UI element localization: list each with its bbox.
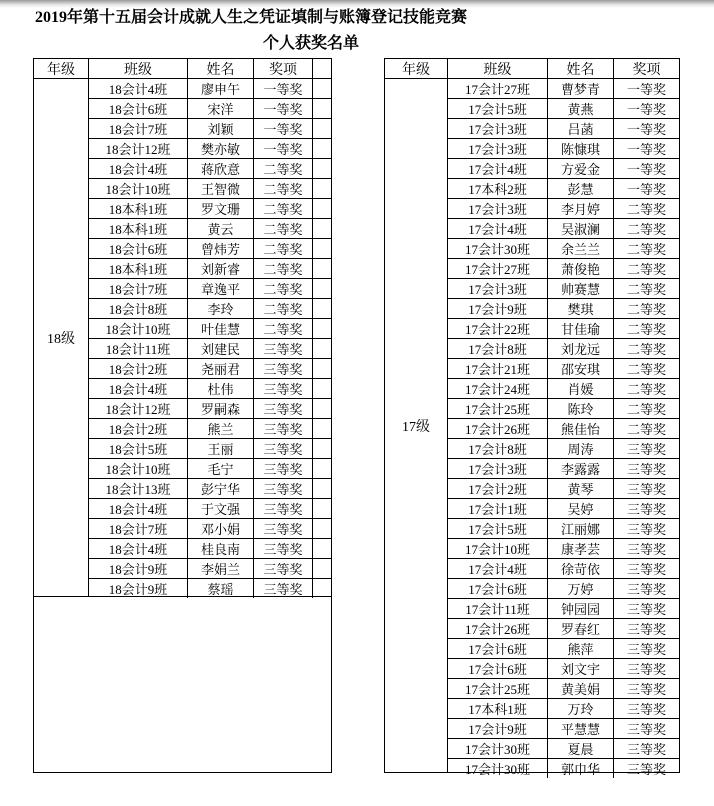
blank-cell: [313, 559, 331, 579]
class-cell: 17会计10班: [448, 539, 548, 559]
award-cell: 二等奖: [254, 219, 313, 239]
table-row: [89, 299, 331, 319]
name-cell: 李娟兰: [188, 559, 254, 579]
class-cell: 17本科1班: [448, 699, 548, 719]
class-cell: 18会计10班: [89, 459, 188, 479]
name-cell: 康孝芸: [548, 539, 614, 559]
class-cell: 17会计30班: [448, 739, 548, 759]
name-cell: 蔡瑶: [188, 579, 254, 598]
column-header-award: 奖项: [614, 59, 679, 79]
class-cell: 18会计2班: [89, 419, 188, 439]
name-cell: 毛宁: [188, 459, 254, 479]
table-row: [448, 219, 679, 239]
name-cell: 陈玲: [548, 399, 614, 419]
table-row: [89, 339, 331, 359]
class-cell: 17会计4班: [448, 219, 548, 239]
table-row: [448, 539, 679, 559]
award-cell: 二等奖: [254, 159, 313, 179]
award-cell: 三等奖: [254, 539, 313, 559]
table-row: [89, 139, 331, 159]
table-row: [448, 159, 679, 179]
blank-cell: [313, 359, 331, 379]
class-cell: 17会计3班: [448, 279, 548, 299]
class-cell: 18会计11班: [89, 339, 188, 359]
name-cell: 钟园园: [548, 599, 614, 619]
award-cell: 三等奖: [614, 699, 679, 719]
class-cell: 17会计4班: [448, 159, 548, 179]
table-row: [448, 639, 679, 659]
class-cell: 17会计8班: [448, 339, 548, 359]
class-cell: 18会计12班: [89, 139, 188, 159]
award-cell: 二等奖: [614, 399, 679, 419]
class-cell: 17会计26班: [448, 619, 548, 639]
award-cell: 一等奖: [614, 119, 679, 139]
table-row: [448, 239, 679, 259]
award-cell: 一等奖: [254, 139, 313, 159]
award-cell: 三等奖: [254, 499, 313, 519]
name-cell: 周涛: [548, 439, 614, 459]
class-cell: 17会计30班: [448, 759, 548, 778]
award-cell: 一等奖: [254, 119, 313, 139]
name-cell: 宋洋: [188, 99, 254, 119]
award-cell: 二等奖: [614, 279, 679, 299]
class-cell: 18会计4班: [89, 79, 188, 99]
awards-table-grade18: [33, 58, 332, 773]
table-row: [89, 259, 331, 279]
table-row: [89, 99, 331, 119]
table-row: [448, 499, 679, 519]
award-cell: 一等奖: [614, 139, 679, 159]
blank-cell: [313, 399, 331, 419]
table-body: [34, 79, 331, 596]
name-cell: 吴淑澜: [548, 219, 614, 239]
class-cell: 17会计6班: [448, 579, 548, 599]
class-cell: 18本科1班: [89, 219, 188, 239]
class-cell: 17会计27班: [448, 79, 548, 99]
column-header-name: 姓名: [548, 59, 614, 79]
blank-cell: [313, 459, 331, 479]
class-cell: 18会计8班: [89, 299, 188, 319]
award-cell: 一等奖: [614, 99, 679, 119]
table-row: [448, 359, 679, 379]
class-cell: 18会计12班: [89, 399, 188, 419]
class-cell: 18会计10班: [89, 319, 188, 339]
grade-merged-cell: 18级: [34, 79, 89, 596]
name-cell: 廖申午: [188, 79, 254, 99]
award-cell: 三等奖: [614, 499, 679, 519]
table-row: [89, 319, 331, 339]
name-cell: 刘文宇: [548, 659, 614, 679]
name-cell: 黄云: [188, 219, 254, 239]
table-row: [448, 179, 679, 199]
class-cell: 17会计6班: [448, 659, 548, 679]
class-cell: 18会计5班: [89, 439, 188, 459]
class-cell: 18会计4班: [89, 379, 188, 399]
blank-cell: [313, 199, 331, 219]
award-cell: 三等奖: [254, 399, 313, 419]
table-row: [448, 79, 679, 99]
blank-cell: [313, 539, 331, 559]
name-cell: 平慧慧: [548, 719, 614, 739]
class-cell: 18会计4班: [89, 499, 188, 519]
class-cell: 17本科2班: [448, 179, 548, 199]
award-cell: 三等奖: [614, 619, 679, 639]
table-row: [448, 439, 679, 459]
name-cell: 黄燕: [548, 99, 614, 119]
class-cell: 17会计9班: [448, 719, 548, 739]
table-row: [448, 119, 679, 139]
class-cell: 17会计2班: [448, 479, 548, 499]
table-row: [89, 519, 331, 539]
table-row: [89, 419, 331, 439]
class-cell: 18会计10班: [89, 179, 188, 199]
class-cell: 17会计11班: [448, 599, 548, 619]
class-cell: 18会计2班: [89, 359, 188, 379]
table-row: [89, 159, 331, 179]
class-cell: 17会计30班: [448, 239, 548, 259]
class-cell: 17会计26班: [448, 419, 548, 439]
column-header-blank: [313, 59, 331, 79]
table-row: [448, 419, 679, 439]
table-row: [89, 459, 331, 479]
table-row: [448, 699, 679, 719]
table-row: [89, 219, 331, 239]
name-cell: 徐苛依: [548, 559, 614, 579]
name-cell: 李玲: [188, 299, 254, 319]
name-cell: 万玲: [548, 699, 614, 719]
award-cell: 二等奖: [614, 219, 679, 239]
blank-cell: [313, 419, 331, 439]
name-cell: 甘佳瑜: [548, 319, 614, 339]
table-header-row: [34, 59, 331, 79]
column-header-grade: 年级: [385, 59, 448, 79]
blank-cell: [313, 319, 331, 339]
name-cell: 罗文珊: [188, 199, 254, 219]
class-cell: 18会计6班: [89, 239, 188, 259]
grade-merged-cell: 17级: [385, 79, 448, 772]
table-row: [448, 719, 679, 739]
class-cell: 17会计25班: [448, 399, 548, 419]
class-cell: 17会计6班: [448, 639, 548, 659]
blank-cell: [313, 499, 331, 519]
table-row: [448, 139, 679, 159]
class-cell: 18会计7班: [89, 519, 188, 539]
table-row: [89, 559, 331, 579]
award-cell: 一等奖: [614, 159, 679, 179]
table-row: [89, 379, 331, 399]
table-row: [448, 559, 679, 579]
table-row: [448, 299, 679, 319]
name-cell: 章逸平: [188, 279, 254, 299]
class-cell: 18会计6班: [89, 99, 188, 119]
table-rows: [89, 79, 331, 596]
award-cell: 三等奖: [254, 519, 313, 539]
table-row: [448, 659, 679, 679]
table-row: [448, 459, 679, 479]
class-cell: 17会计24班: [448, 379, 548, 399]
class-cell: 17会计5班: [448, 99, 548, 119]
window-top-edge: [0, 0, 714, 8]
table-row: [89, 79, 331, 99]
class-cell: 18本科1班: [89, 199, 188, 219]
table-row: [448, 259, 679, 279]
award-cell: 二等奖: [254, 239, 313, 259]
name-cell: 黄美娟: [548, 679, 614, 699]
table-row: [448, 99, 679, 119]
blank-cell: [313, 439, 331, 459]
award-cell: 三等奖: [614, 679, 679, 699]
name-cell: 余兰兰: [548, 239, 614, 259]
table-body: [385, 79, 679, 777]
class-cell: 17会计22班: [448, 319, 548, 339]
table-row: [448, 599, 679, 619]
award-cell: 三等奖: [614, 719, 679, 739]
award-cell: 三等奖: [614, 659, 679, 679]
table-row: [89, 179, 331, 199]
blank-cell: [313, 99, 331, 119]
table-row: [448, 519, 679, 539]
award-cell: 三等奖: [254, 339, 313, 359]
class-cell: 17会计5班: [448, 519, 548, 539]
award-cell: 三等奖: [614, 479, 679, 499]
award-cell: 三等奖: [614, 559, 679, 579]
class-cell: 18会计13班: [89, 479, 188, 499]
table-row: [89, 199, 331, 219]
table-row: [448, 199, 679, 219]
award-cell: 三等奖: [254, 439, 313, 459]
award-cell: 一等奖: [254, 99, 313, 119]
column-header-award: 奖项: [254, 59, 313, 79]
award-cell: 二等奖: [254, 179, 313, 199]
name-cell: 彭宁华: [188, 479, 254, 499]
award-cell: 二等奖: [254, 299, 313, 319]
class-cell: 17会计25班: [448, 679, 548, 699]
table-row: [89, 399, 331, 419]
name-cell: 曾炜芳: [188, 239, 254, 259]
award-cell: 二等奖: [614, 299, 679, 319]
class-cell: 18会计4班: [89, 159, 188, 179]
name-cell: 熊萍: [548, 639, 614, 659]
class-cell: 17会计9班: [448, 299, 548, 319]
award-cell: 三等奖: [626, 762, 666, 777]
class-cell: 17会计1班: [448, 499, 548, 519]
name-cell: 熊佳怡: [548, 419, 614, 439]
name-cell: 罗嗣森: [188, 399, 254, 419]
table-row: [448, 619, 679, 639]
table-row: [448, 279, 679, 299]
table-row: [89, 359, 331, 379]
class-cell: 18会计7班: [89, 119, 188, 139]
award-cell: 二等奖: [614, 199, 679, 219]
award-cell: 二等奖: [614, 339, 679, 359]
column-header-class: 班级: [89, 59, 188, 79]
award-cell: 二等奖: [254, 259, 313, 279]
blank-cell: [313, 219, 331, 239]
class-cell: 18会计7班: [89, 279, 188, 299]
name-cell: 罗春红: [548, 619, 614, 639]
blank-cell: [313, 379, 331, 399]
award-cell: 三等奖: [614, 459, 679, 479]
table-row: [89, 239, 331, 259]
column-header-grade: 年级: [34, 59, 89, 79]
blank-cell: [313, 119, 331, 139]
award-cell: 三等奖: [254, 559, 313, 579]
award-cell: 一等奖: [254, 79, 313, 99]
name-cell: 帅赛慧: [548, 279, 614, 299]
name-cell: 萧俊艳: [548, 259, 614, 279]
name-cell: 李月婷: [548, 199, 614, 219]
blank-cell: [313, 139, 331, 159]
award-cell: 三等奖: [614, 599, 679, 619]
blank-cell: [313, 279, 331, 299]
award-cell: 三等奖: [254, 419, 313, 439]
award-cell: 二等奖: [614, 379, 679, 399]
document-title: 2019年第十五届会计成就人生之凭证填制与账簿登记技能竞赛: [35, 9, 468, 26]
award-cell: 三等奖: [614, 539, 679, 559]
table-row: [448, 339, 679, 359]
blank-cell: [313, 239, 331, 259]
table-row: [89, 539, 331, 559]
award-cell: 二等奖: [254, 319, 313, 339]
class-cell: 18会计9班: [89, 579, 188, 598]
award-cell: 三等奖: [614, 639, 679, 659]
class-cell: 17会计4班: [448, 559, 548, 579]
table-row: [448, 379, 679, 399]
table-row: [448, 319, 679, 339]
class-cell: 17会计3班: [448, 459, 548, 479]
award-cell: 二等奖: [614, 239, 679, 259]
name-cell: 刘新睿: [188, 259, 254, 279]
name-cell: 黄琴: [548, 479, 614, 499]
class-cell: 17会计21班: [448, 359, 548, 379]
class-cell: 17会计3班: [448, 119, 548, 139]
name-cell: 万婷: [548, 579, 614, 599]
award-cell: 三等奖: [614, 519, 679, 539]
class-cell: 17会计8班: [448, 439, 548, 459]
table-row: [89, 439, 331, 459]
table-row: [89, 479, 331, 499]
blank-cell: [313, 339, 331, 359]
name-cell: 江丽娜: [548, 519, 614, 539]
award-cell: 一等奖: [614, 79, 679, 99]
award-cell: 一等奖: [614, 179, 679, 199]
class-cell: 17会计27班: [448, 259, 548, 279]
table-row: [448, 759, 679, 778]
award-cell: 三等奖: [614, 439, 679, 459]
name-cell: 樊琪: [548, 299, 614, 319]
name-cell: 于文强: [188, 499, 254, 519]
name-cell: 彭慧: [548, 179, 614, 199]
blank-cell: [313, 299, 331, 319]
class-cell: 17会计3班: [448, 199, 548, 219]
table-row: [89, 119, 331, 139]
name-cell: 陈慷琪: [548, 139, 614, 159]
class-cell: 17会计3班: [448, 139, 548, 159]
award-cell: 三等奖: [254, 379, 313, 399]
award-cell: 三等奖: [254, 479, 313, 499]
name-cell: 桂良南: [188, 539, 254, 559]
document-subtitle: 个人获奖名单: [262, 35, 359, 52]
name-cell: 郭巾华: [548, 759, 614, 778]
name-cell: 蒋欣意: [188, 159, 254, 179]
name-cell: 杜伟: [188, 379, 254, 399]
blank-cell: [313, 479, 331, 499]
blank-cell: [313, 179, 331, 199]
blank-cell: [313, 259, 331, 279]
table-row: [89, 279, 331, 299]
award-cell: 二等奖: [254, 279, 313, 299]
column-header-class: 班级: [448, 59, 548, 79]
award-cell: 二等奖: [614, 259, 679, 279]
name-cell: 邵安琪: [548, 359, 614, 379]
blank-cell: [313, 519, 331, 539]
award-cell: 三等奖: [254, 359, 313, 379]
award-cell: 三等奖: [254, 459, 313, 479]
award-cell: 二等奖: [614, 359, 679, 379]
class-cell: 18本科1班: [89, 259, 188, 279]
award-cell: 二等奖: [614, 419, 679, 439]
name-cell: 樊亦敏: [188, 139, 254, 159]
column-header-name: 姓名: [188, 59, 254, 79]
class-cell: 18会计4班: [89, 539, 188, 559]
table-row: [448, 739, 679, 759]
name-cell: 叶佳慧: [188, 319, 254, 339]
table-row: [448, 479, 679, 499]
awards-table-grade17: [384, 58, 680, 777]
name-cell: 熊兰: [188, 419, 254, 439]
name-cell: 曹梦青: [548, 79, 614, 99]
name-cell: 吕菡: [548, 119, 614, 139]
table-row: [448, 579, 679, 599]
award-cell: 二等奖: [254, 199, 313, 219]
name-cell: 刘颖: [188, 119, 254, 139]
name-cell: 李露露: [548, 459, 614, 479]
table-rows: [448, 79, 679, 777]
award-cell: 三等奖: [614, 579, 679, 599]
name-cell: 王丽: [188, 439, 254, 459]
award-cell: 二等奖: [614, 319, 679, 339]
class-cell: 18会计9班: [89, 559, 188, 579]
table-row: [89, 499, 331, 519]
name-cell: 尧丽君: [188, 359, 254, 379]
blank-cell: [313, 79, 331, 99]
name-cell: 方爱金: [548, 159, 614, 179]
table-row: [448, 399, 679, 419]
empty-merged-cell: [34, 596, 331, 772]
name-cell: 刘龙远: [548, 339, 614, 359]
name-cell: 刘建民: [188, 339, 254, 359]
name-cell: 王智微: [188, 179, 254, 199]
award-cell: 三等奖: [254, 579, 313, 598]
name-cell: 吴婷: [548, 499, 614, 519]
name-cell: 邓小娟: [188, 519, 254, 539]
table-header-row: [385, 59, 679, 79]
name-cell: 肖媛: [548, 379, 614, 399]
blank-cell: [313, 159, 331, 179]
award-cell: 三等奖: [614, 739, 679, 759]
table-row: [448, 679, 679, 699]
name-cell: 夏晨: [548, 739, 614, 759]
